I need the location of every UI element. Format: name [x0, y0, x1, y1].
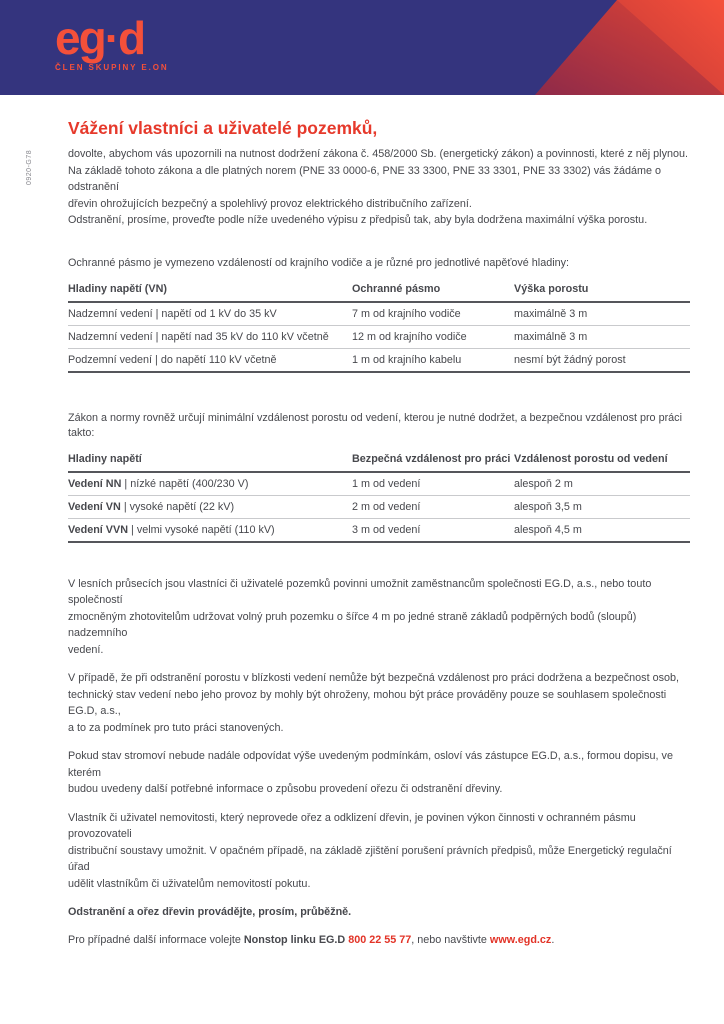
table-row [68, 473, 690, 496]
hotline-phone: 800 22 55 77 [348, 933, 412, 946]
table-row [68, 349, 690, 373]
contact-line [68, 932, 690, 949]
work-distance-cell: 1 m od vedení [352, 477, 421, 490]
column-header: Hladiny napětí [68, 452, 142, 465]
paragraph-line: Pokud stav stromoví nebude nadále odpovídat výše uvedeným podmínkám, osloví vás zástupce EG.D, a.s., formou dopisu, ve kterém [68, 750, 673, 779]
notice-paragraph [68, 748, 690, 798]
height-cell: maximálně 3 m [514, 330, 588, 343]
table-header-row [68, 449, 690, 473]
consent-paragraph [68, 670, 690, 736]
penalty-paragraph [68, 810, 690, 893]
header-banner [0, 0, 724, 95]
website-link[interactable]: www.egd.cz [489, 933, 552, 946]
paragraph-line: distribuční soustavy umožnit. V opačném případě, na základě zjištění porušení právních předpisů, může Energetický regulační úřad [68, 844, 672, 873]
voltage-level-cell [68, 501, 352, 513]
level-desc: | napětí nad 35 kV do 110 kV včetně [155, 330, 329, 343]
zone-cell: 7 m od krajního vodiče [352, 307, 461, 320]
level-desc: | vysoké napětí (22 kV) [123, 500, 235, 513]
voltage-level-cell [68, 331, 352, 343]
height-cell: nesmí být žádný porost [514, 353, 626, 366]
table-header-row [68, 279, 690, 303]
table-row [68, 519, 690, 543]
egd-logo-tagline: ČLEN SKUPINY E.ON [55, 63, 169, 72]
forest-paragraph [68, 576, 690, 659]
distances-table [68, 449, 690, 543]
height-cell: maximálně 3 m [514, 307, 588, 320]
hotline-label: Nonstop linku EG.D [243, 933, 346, 946]
intro-paragraph [68, 146, 690, 229]
intro-line: dřevin ohrožujících bezpečný a spolehlivý provoz elektrického distribučního zařízení. [68, 197, 472, 210]
contact-suffix: . [551, 933, 555, 946]
voltage-level-cell [68, 524, 352, 536]
intro-line: dovolte, abychom vás upozornili na nutnost dodržení zákona č. 458/2000 Sb. (energetický zákon) a povinnosti, které z něj plynou. [68, 148, 688, 160]
level-name: Vedení VN [68, 500, 121, 513]
letter-title: Vážení vlastníci a uživatelé pozemků, [68, 118, 378, 138]
egd-logo [55, 14, 169, 72]
egd-logo-text: eg·d [55, 12, 145, 64]
contact-middle: , nebo navštivte [411, 933, 490, 946]
table-row [68, 496, 690, 519]
intro-line: Odstranění, prosíme, proveďte podle níže uvedeného výpisu z předpisů tak, aby byla dodržena maximální výška porostu. [68, 214, 648, 226]
table-row [68, 303, 690, 326]
closing-statement: Odstranění a ořez dřevin provádějte, prosím, průběžně. [68, 906, 352, 918]
growth-distance-cell: alespoň 3,5 m [514, 500, 582, 513]
zone-cell: 12 m od krajního vodiče [352, 330, 467, 343]
work-distance-cell: 3 m od vedení [352, 523, 421, 536]
column-header: Hladiny napětí (VN) [68, 282, 167, 295]
voltage-level-cell [68, 478, 352, 490]
column-header: Výška porostu [514, 282, 589, 295]
level-desc: | velmi vysoké napětí (110 kV) [131, 523, 275, 536]
paragraph-line: a to za podmínek pro tuto práci stanovených. [68, 721, 284, 734]
paragraph-line: Vlastník či uživatel nemovitosti, který neprovede ořez a odklizení dřevin, je povinen výkon činnosti v ochranném pásmu provozovateli [68, 811, 636, 840]
column-header: Ochranné pásmo [352, 282, 441, 295]
zone-cell: 1 m od krajního kabelu [352, 353, 462, 366]
paragraph-line: technický stav vedení nebo jeho provoz by mohly být ohroženy, mohou být práce prováděny pouze se souhlasem společnosti EG.D, a.s., [68, 688, 667, 717]
paragraph-line: budou uvedeny další potřebné informace o způsobu provedení ořezu či odstranění dřeviny. [68, 783, 503, 795]
level-desc: | nízké napětí (400/230 V) [124, 477, 249, 490]
level-name: Nadzemní vedení [68, 330, 153, 343]
level-desc: | do napětí 110 kV včetně [155, 353, 277, 366]
level-name: Vedení NN [68, 477, 122, 490]
paragraph-line: zmocněným zhotovitelům udržovat volný pruh pozemku o šířce 4 m po jedné straně základů podpěrných bodů (sloupů) nadzemního [68, 610, 637, 639]
growth-distance-cell: alespoň 2 m [514, 477, 573, 490]
paragraph-line: V případě, že při odstranění porostu v blízkosti vedení nemůže být bezpečná vzdálenost pro práci dodržena a bezpečnost osob, [68, 672, 679, 684]
document-code: 0920-G78 [26, 149, 33, 185]
voltage-level-cell [68, 308, 352, 320]
voltage-level-cell [68, 354, 352, 366]
intro-line: Na základě tohoto zákona a dle platných norem (PNE 33 0000-6, PNE 33 3300, PNE 33 3301, PNE 33 3302) vás žádáme o odstranění [68, 164, 661, 193]
table-row [68, 326, 690, 349]
column-header: Vzdálenost porostu od vedení [514, 452, 668, 465]
paragraph-line: udělit vlastníkům či uživatelům nemovitostí pokutu. [68, 877, 311, 890]
work-distance-cell: 2 m od vedení [352, 500, 421, 513]
level-name: Nadzemní vedení [68, 307, 153, 320]
level-desc: | napětí od 1 kV do 35 kV [155, 307, 277, 320]
level-name: Vedení VVN [68, 523, 129, 536]
distances-intro: Zákon a normy rovněž určují minimální vzdálenost porostu od vedení, kterou je nutné dodržet, a bezpečnou vzdálenost pro práci takto: [68, 411, 682, 439]
level-name: Podzemní vedení [68, 353, 153, 366]
protection-zone-table [68, 279, 690, 373]
growth-distance-cell: alespoň 4,5 m [514, 523, 582, 536]
paragraph-line: V lesních průsecích jsou vlastníci či uživatelé pozemků povinni umožnit zaměstnancům společnosti EG.D, a.s., nebo touto společností [68, 577, 652, 606]
contact-prefix: Pro případné další informace volejte [68, 933, 244, 946]
column-header: Bezpečná vzdálenost pro práci [352, 452, 511, 465]
paragraph-line: vedení. [68, 643, 104, 656]
letter-body [0, 95, 724, 948]
protection-zone-intro: Ochranné pásmo je vymezeno vzdáleností od krajního vodiče a je různé pro jednotlivé napěťové hladiny: [68, 256, 570, 269]
